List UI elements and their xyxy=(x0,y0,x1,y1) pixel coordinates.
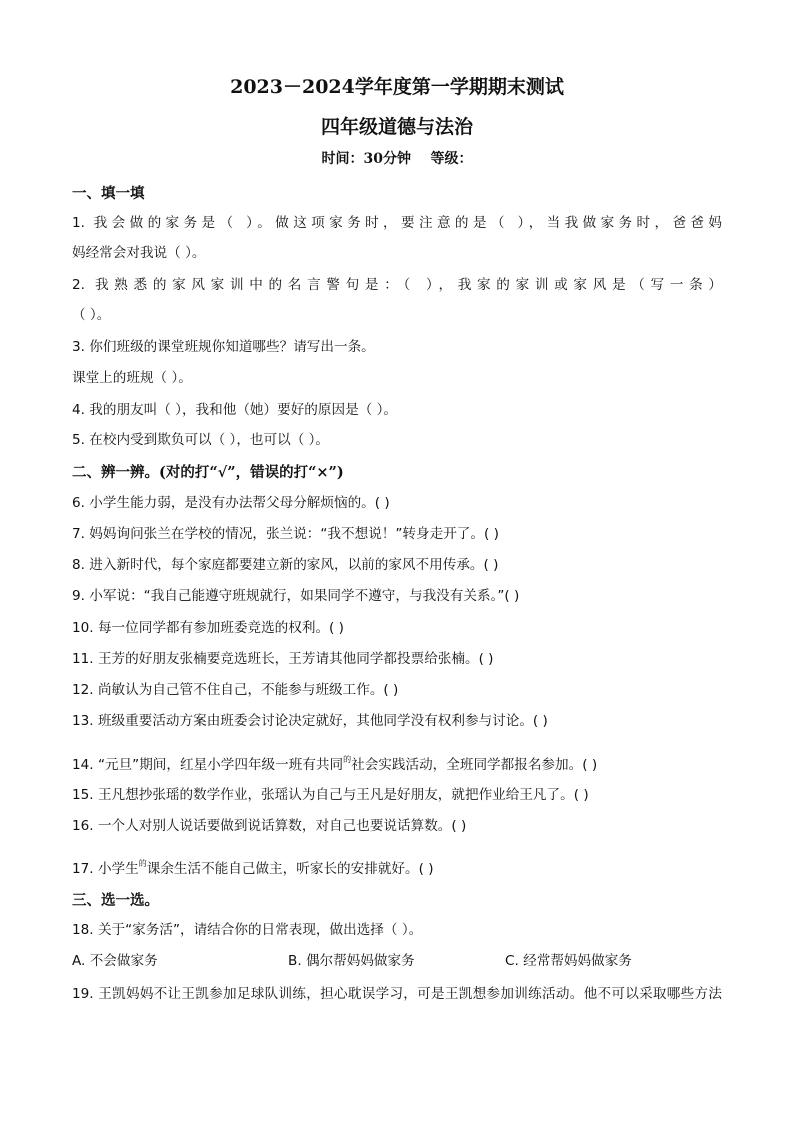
question-line: 3. 你们班级的课堂班规你知道哪些？请写出一条。 xyxy=(72,339,375,355)
question-line: 7. 妈妈询问张兰在学校的情况，张兰说：“我不想说！”转身走开了。( ) xyxy=(72,526,499,542)
question-line: 18. 关于“家务活”，请结合你的日常表现，做出选择（ ）。 xyxy=(72,922,423,938)
section-heading-fill: 一、填一填 xyxy=(72,185,145,202)
exam-meta: 时间：30分钟 等级： xyxy=(321,151,473,167)
question-line: 19. 王凯妈妈不让王凯参加足球队训练，担心耽误学习，可是王凯想参加训练活动。他不可以采取哪些方法 xyxy=(72,986,722,1002)
question-line: 6. 小学生能力弱，是没有办法帮父母分解烦恼的。( ) xyxy=(72,495,390,511)
question-line: 5. 在校内受到欺负可以（ ），也可以（ ）。 xyxy=(72,432,330,448)
section-heading-judge: 二、辨一辨。(对的打“√”，错误的打“×”) xyxy=(72,464,344,481)
question-line: 12. 尚敏认为自己管不住自己，不能参与班级工作。( ) xyxy=(72,682,399,698)
question-line: 妈经常会对我说（ ）。 xyxy=(72,245,206,261)
superscript-char: 的 xyxy=(343,755,352,764)
choice-option-a: A. 不会做家务 xyxy=(72,953,158,969)
section-heading-choose: 三、选一选。 xyxy=(72,892,159,909)
question-line: 9. 小军说：“我自己能遵守班规就行，如果同学不遵守，与我没有关系。”( ) xyxy=(72,588,520,604)
question-line: 1. 我会做的家务是（ ）。做这项家务时，要注意的是（ ），当我做家务时，爸爸妈 xyxy=(72,215,722,231)
question-line: （ ）。 xyxy=(72,307,111,323)
question-line: 15. 王凡想抄张瑶的数学作业，张瑶认为自己与王凡是好朋友，就把作业给王凡了。( ) xyxy=(72,787,589,803)
question-line: 11. 王芳的好朋友张楠要竞选班长，王芳请其他同学都投票给张楠。( ) xyxy=(72,651,494,667)
question-line: 17. 小学生$^的$课余生活不能自己做主，听家长的安排就好。( ) xyxy=(72,859,434,877)
choice-option-c: C. 经常帮妈妈做家务 xyxy=(505,953,632,969)
exam-title: 2023－2024学年度第一学期期末测试 xyxy=(230,76,564,98)
question-line: 8. 进入新时代，每个家庭都要建立新的家风，以前的家风不用传承。( ) xyxy=(72,557,499,573)
exam-subject: 四年级道德与法治 xyxy=(320,116,473,138)
question-line: 16. 一个人对别人说话要做到说话算数，对自己也要说话算数。( ) xyxy=(72,818,467,834)
choice-option-b: B. 偶尔帮妈妈做家务 xyxy=(288,953,415,969)
question-line: 2. 我熟悉的家风家训中的名言警句是：（ ），我家的家训或家风是（写一条） xyxy=(72,277,722,293)
question-line: 4. 我的朋友叫（ ），我和他（她）要好的原因是（ ）。 xyxy=(72,402,397,418)
question-line: 14. “元旦”期间，红星小学四年级一班有共同$^的$社会实践活动，全班同学都报名参加。( ) xyxy=(72,755,598,773)
question-line: 10. 每一位同学都有参加班委竞选的权利。( ) xyxy=(72,620,344,636)
question-line: 13. 班级重要活动方案由班委会讨论决定就好，其他同学没有权利参与讨论。( ) xyxy=(72,713,548,729)
question-line: 课堂上的班规（ ）。 xyxy=(72,370,192,386)
superscript-char: 的 xyxy=(138,859,147,868)
